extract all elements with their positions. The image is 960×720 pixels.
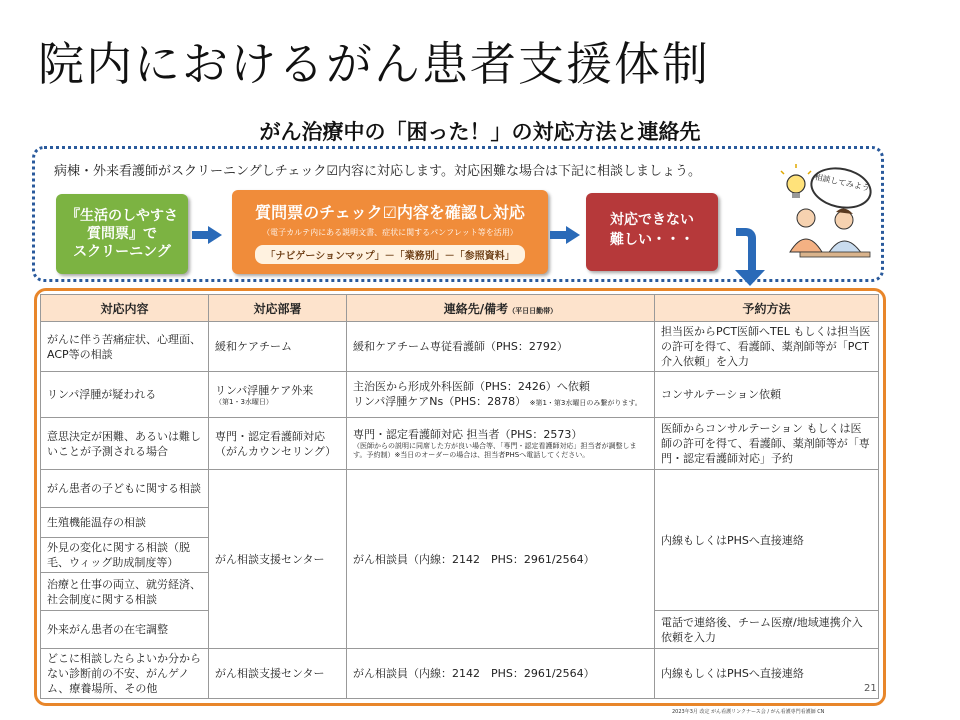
speech-bubble: 相談してみよう [807,162,876,214]
cell-contact: 緩和ケアチーム専従看護師（PHS：2792） [347,322,655,372]
cell-department-merged: がん相談支援センター [209,470,347,649]
contact-note: （医師からの説明に同席した方が良い場合等、「専門・認定看護師対応」担当者が調整します。予約制）※当日のオーダーの場合は、担当者PHSへ電話してください。 [353,442,637,459]
step-cannot-line: 対応できない [610,212,694,228]
navigation-path: 「ナビゲーションマップ」－「業務別」－「参照資料」 [255,245,524,264]
cell-department [209,372,347,418]
flow-intro-text: 病棟・外来看護師がスクリーニングしチェック☑内容に対応します。対応困難な場合は下記に相談しましょう。 [54,164,701,179]
step-screening-line: スクリーニング [73,244,171,260]
page-number: 21 [864,683,877,694]
cell-contact [347,418,655,470]
step-check-title: 質問票のチェック☑内容を確認し対応 [255,203,525,222]
step-screening-line: 『生活のしやすさ [66,208,178,224]
cell-reservation: 医師からコンサルテーション もしくは医師の許可を得て、看護師、薬剤師等が「専門・認定看護師対応」予約 [655,418,879,470]
cell-department: 緩和ケアチーム [209,322,347,372]
section-heading: がん治療中の「困った！」の対応方法と連絡先 [259,120,701,144]
step-cannot-line: 難しい・・・ [610,232,694,248]
cell-content: がん患者の子どもに関する相談 [41,470,209,508]
cell-contact: がん相談員（内線：2142 PHS：2961/2564） [347,649,655,699]
step-cannot-handle [586,193,718,271]
down-arrow-icon [736,228,756,274]
contact-note: ※第1・第3水曜日のみ繋がります。 [529,398,642,407]
cell-content: どこに相談したらよいか分からない診断前の不安、がんゲノム、療養場所、その他 [41,649,209,699]
cell-content: がんに伴う苦痛症状、心理面、ACP等の相談 [41,322,209,372]
down-arrow-head-icon [735,270,765,286]
step-screening [56,194,188,274]
header-content: 対応内容 [41,295,209,322]
dept-note: （第1・3水曜日） [215,397,273,406]
step-check-respond [232,190,548,274]
cell-reservation-merged: 内線もしくはPHSへ直接連絡 [655,470,879,611]
contact-line-2: リンパ浮腫ケアNs（PHS：2878） [353,394,527,408]
table-row [41,322,879,372]
cell-content: 意思決定が困難、あるいは難しいことが予測される場合 [41,418,209,470]
dept-name: リンパ浮腫ケア外来 [215,383,314,397]
step-check-note: （電子カルテ内にある説明文書、症状に関するパンフレット等を活用） [262,228,518,237]
right-arrow-icon [208,226,222,244]
header-contact-note: （平日日勤帯） [508,306,558,315]
page-title: 院内におけるがん患者支援体制 [38,37,710,91]
step-screening-line: 質問票』で [87,226,157,242]
contact-table [40,294,879,699]
table-header-row [41,295,879,322]
cell-content: 外見の変化に関する相談（脱毛、ウィッグ助成制度等） [41,538,209,573]
cell-reservation: 内線もしくはPHSへ直接連絡 [655,649,879,699]
cell-contact [347,372,655,418]
cell-department: 専門・認定看護師対応（がんカウンセリング） [209,418,347,470]
cell-reservation: 電話で連絡後、チーム医療/地域連携介入依頼を入力 [655,611,879,649]
cell-content: 生殖機能温存の相談 [41,508,209,538]
table-row [41,418,879,470]
contact-line: 主治医から形成外科医師（PHS：2426）へ依頼 [353,379,590,393]
header-reservation: 予約方法 [655,295,879,322]
contact-line [353,394,648,411]
cell-content: リンパ浮腫が疑われる [41,372,209,418]
footer-credit: 2023年3月 改定 がん看護リンクナース会 / がん看護専門看護師 CN [672,709,825,715]
header-department: 対応部署 [209,295,347,322]
header-contact [347,295,655,322]
table-row [41,470,879,508]
cell-reservation: 担当医からPCT医師へTEL もしくは担当医の許可を得て、看護師、薬剤師等が「PCT介入依頼」を入力 [655,322,879,372]
table-row [41,372,879,418]
contact-line: 専門・認定看護師対応 担当者（PHS：2573） [353,428,583,441]
cell-contact-merged: がん相談員（内線：2142 PHS：2961/2564） [347,470,655,649]
cell-content: 外来がん患者の在宅調整 [41,611,209,649]
right-arrow-icon [566,226,580,244]
table-row [41,649,879,699]
cell-department: がん相談支援センター [209,649,347,699]
cell-content: 治療と仕事の両立、就労経済、社会制度に関する相談 [41,573,209,611]
header-contact-label: 連絡先/備考 [443,301,509,316]
cell-reservation: コンサルテーション依頼 [655,372,879,418]
